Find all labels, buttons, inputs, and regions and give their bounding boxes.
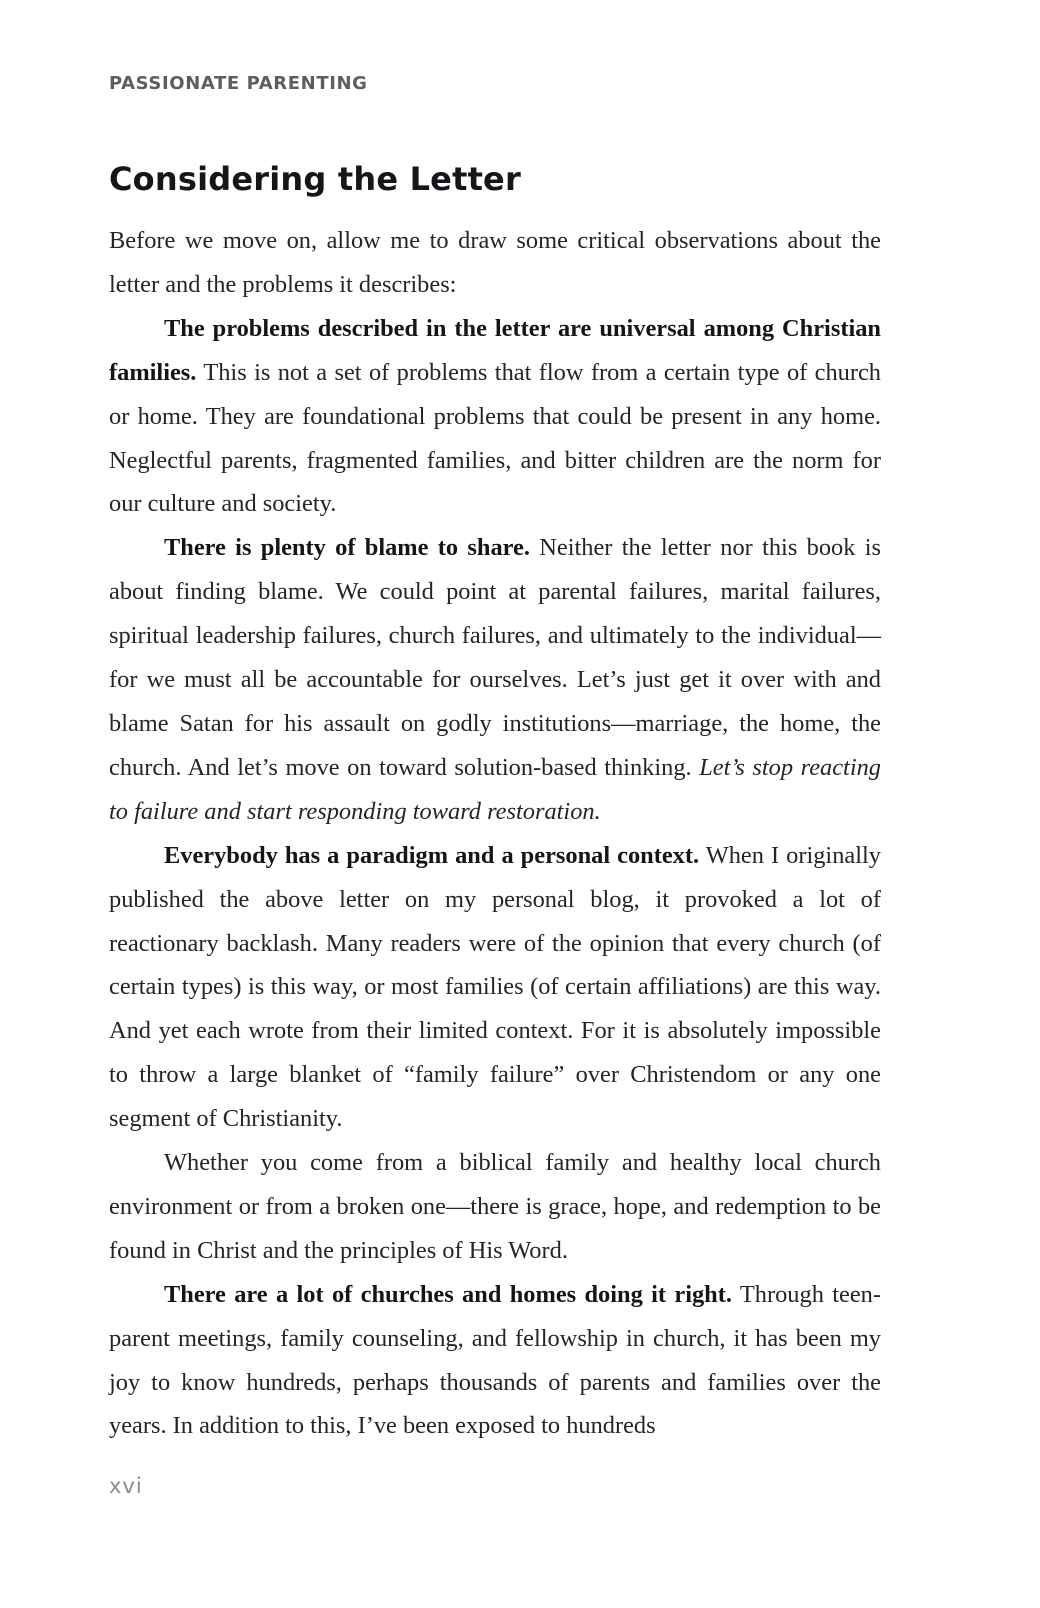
paragraph-text: This is not a set of problems that flow from a certain type of church or home. They are foundational problems that could be present in any home. Neglectful parents, fragmented families, and bitter children are the norm for our culture and society. bbox=[109, 358, 881, 518]
paragraph-grace bbox=[109, 1141, 881, 1273]
paragraph-universal-problems bbox=[109, 307, 881, 527]
paragraph-text: Neither the letter nor this book is about finding blame. We could point at parental failures, marital failures, spiritual leadership failures, church failures, and ultimately to the individual—for we must all be accountable for ourselves. Let’s just get it over with and blame Satan for his assault on godly institutions—marriage, the home, the church. And let’s move on toward solution-based thinking. bbox=[109, 534, 881, 781]
page-number: xvi bbox=[109, 1474, 143, 1498]
paragraph-doing-it-right bbox=[109, 1273, 881, 1449]
paragraph-text: Before we move on, allow me to draw some critical observations about the letter and the problems it describes: bbox=[109, 227, 881, 298]
paragraph-lead: Everybody has a paradigm and a personal context. bbox=[164, 841, 700, 869]
section-title: Considering the Letter bbox=[109, 160, 521, 198]
paragraph-intro bbox=[109, 219, 881, 307]
paragraph-text: When I originally published the above letter on my personal blog, it provoked a lot of reactionary backlash. Many readers were of the opinion that every church (of certain types) is this way, or most families (of certain affiliations) are this way. And yet each wrote from their limited context. For it is absolutely impossible to throw a large blanket of “family failure” over Christendom or any one segment of Christianity. bbox=[109, 841, 881, 1133]
paragraph-emphasis: Let’s stop reacting to failure and start responding toward restoration. bbox=[109, 753, 881, 825]
running-head: PASSIONATE PARENTING bbox=[109, 73, 368, 94]
paragraph-text: Through teen-parent meetings, family counseling, and fellowship in church, it has been my joy to know hundreds, perhaps thousands of parents and families over the years. In addition to this, I’ve been exposed to hundreds bbox=[109, 1280, 881, 1440]
paragraph-lead: There are a lot of churches and homes doing it right. bbox=[164, 1280, 732, 1308]
body-text bbox=[109, 219, 881, 1448]
paragraph-text: Whether you come from a biblical family and healthy local church environment or from a broken one—there is grace, hope, and redemption to be found in Christ and the principles of His Word. bbox=[109, 1149, 881, 1264]
paragraph-blame bbox=[109, 526, 881, 833]
paragraph-lead: There is plenty of blame to share. bbox=[164, 534, 530, 562]
paragraph-paradigm bbox=[109, 834, 881, 1141]
paragraph-lead: The problems described in the letter are universal among Christian families. bbox=[109, 314, 881, 386]
